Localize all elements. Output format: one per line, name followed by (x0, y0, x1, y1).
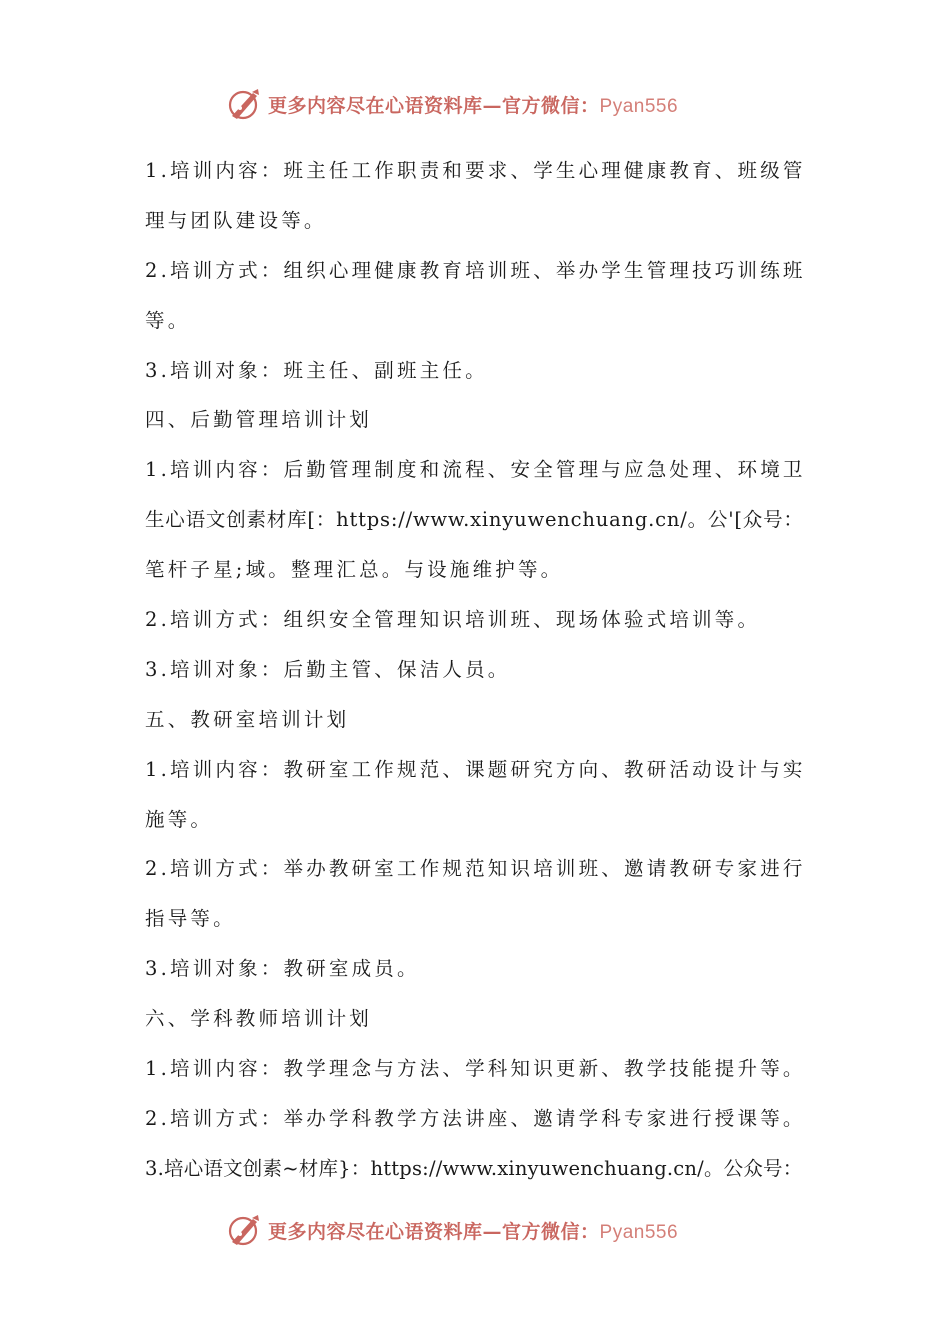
text-line: 等。 (145, 308, 191, 332)
document-body (145, 146, 810, 1194)
text-line: 笔杆子星;域。整理汇总。与设施维护等。 (145, 558, 564, 582)
text-line: 3.培心语文创素~材库}：https://www.xinyuwenchuang.cn/。公众号： (145, 1156, 803, 1180)
section-heading: 六、学科教师培训计划 (145, 1007, 373, 1031)
banner-handle: Pyan556 (599, 1221, 679, 1243)
text-line: 2.培训方式：举办教研室工作规范知识培训班、邀请教研专家进行 (145, 857, 806, 881)
section-heading: 四、后勤管理培训计划 (145, 408, 373, 432)
text-line: 3.培训对象：后勤主管、保洁人员。 (145, 657, 511, 681)
section-heading: 五、教研室培训计划 (145, 707, 350, 731)
text-line: 1.培训内容：教研室工作规范、课题研究方向、教研活动设计与实 (145, 757, 806, 781)
text-line: 1.培训内容：教学理念与方法、学科知识更新、教学技能提升等。 (145, 1057, 806, 1081)
pen-logo-icon (226, 86, 262, 122)
text-line: 指导等。 (145, 907, 236, 931)
banner-handle: Pyan556 (599, 95, 679, 117)
text-line: 施等。 (145, 807, 214, 831)
text-line: 2.培训方式：举办学科教学方法讲座、邀请学科专家进行授课等。 (145, 1106, 806, 1130)
text-line: 3.培训对象：教研室成员。 (145, 957, 420, 981)
footer-watermark-banner (226, 1210, 746, 1250)
banner-text: 更多内容尽在心语资料库—官方微信：Pyan556 (268, 1220, 679, 1243)
pen-logo-icon (226, 1212, 262, 1248)
text-line: 1.培训内容：后勤管理制度和流程、安全管理与应急处理、环境卫 (145, 458, 806, 482)
text-line: 理与团队建设等。 (145, 208, 327, 232)
banner-text: 更多内容尽在心语资料库—官方微信：Pyan556 (268, 94, 679, 117)
text-line: 2.培训方式：组织安全管理知识培训班、现场体验式培训等。 (145, 608, 761, 632)
text-line: 1.培训内容：班主任工作职责和要求、学生心理健康教育、班级管 (145, 159, 806, 182)
text-line: 生心语文创素材库[：https://www.xinyuwenchuang.cn/。公'[众号： (145, 508, 804, 532)
text-line: 3.培训对象：班主任、副班主任。 (145, 358, 488, 382)
text-line: 2.培训方式：组织心理健康教育培训班、举办学生管理技巧训练班 (145, 258, 806, 282)
header-watermark-banner (226, 84, 746, 124)
